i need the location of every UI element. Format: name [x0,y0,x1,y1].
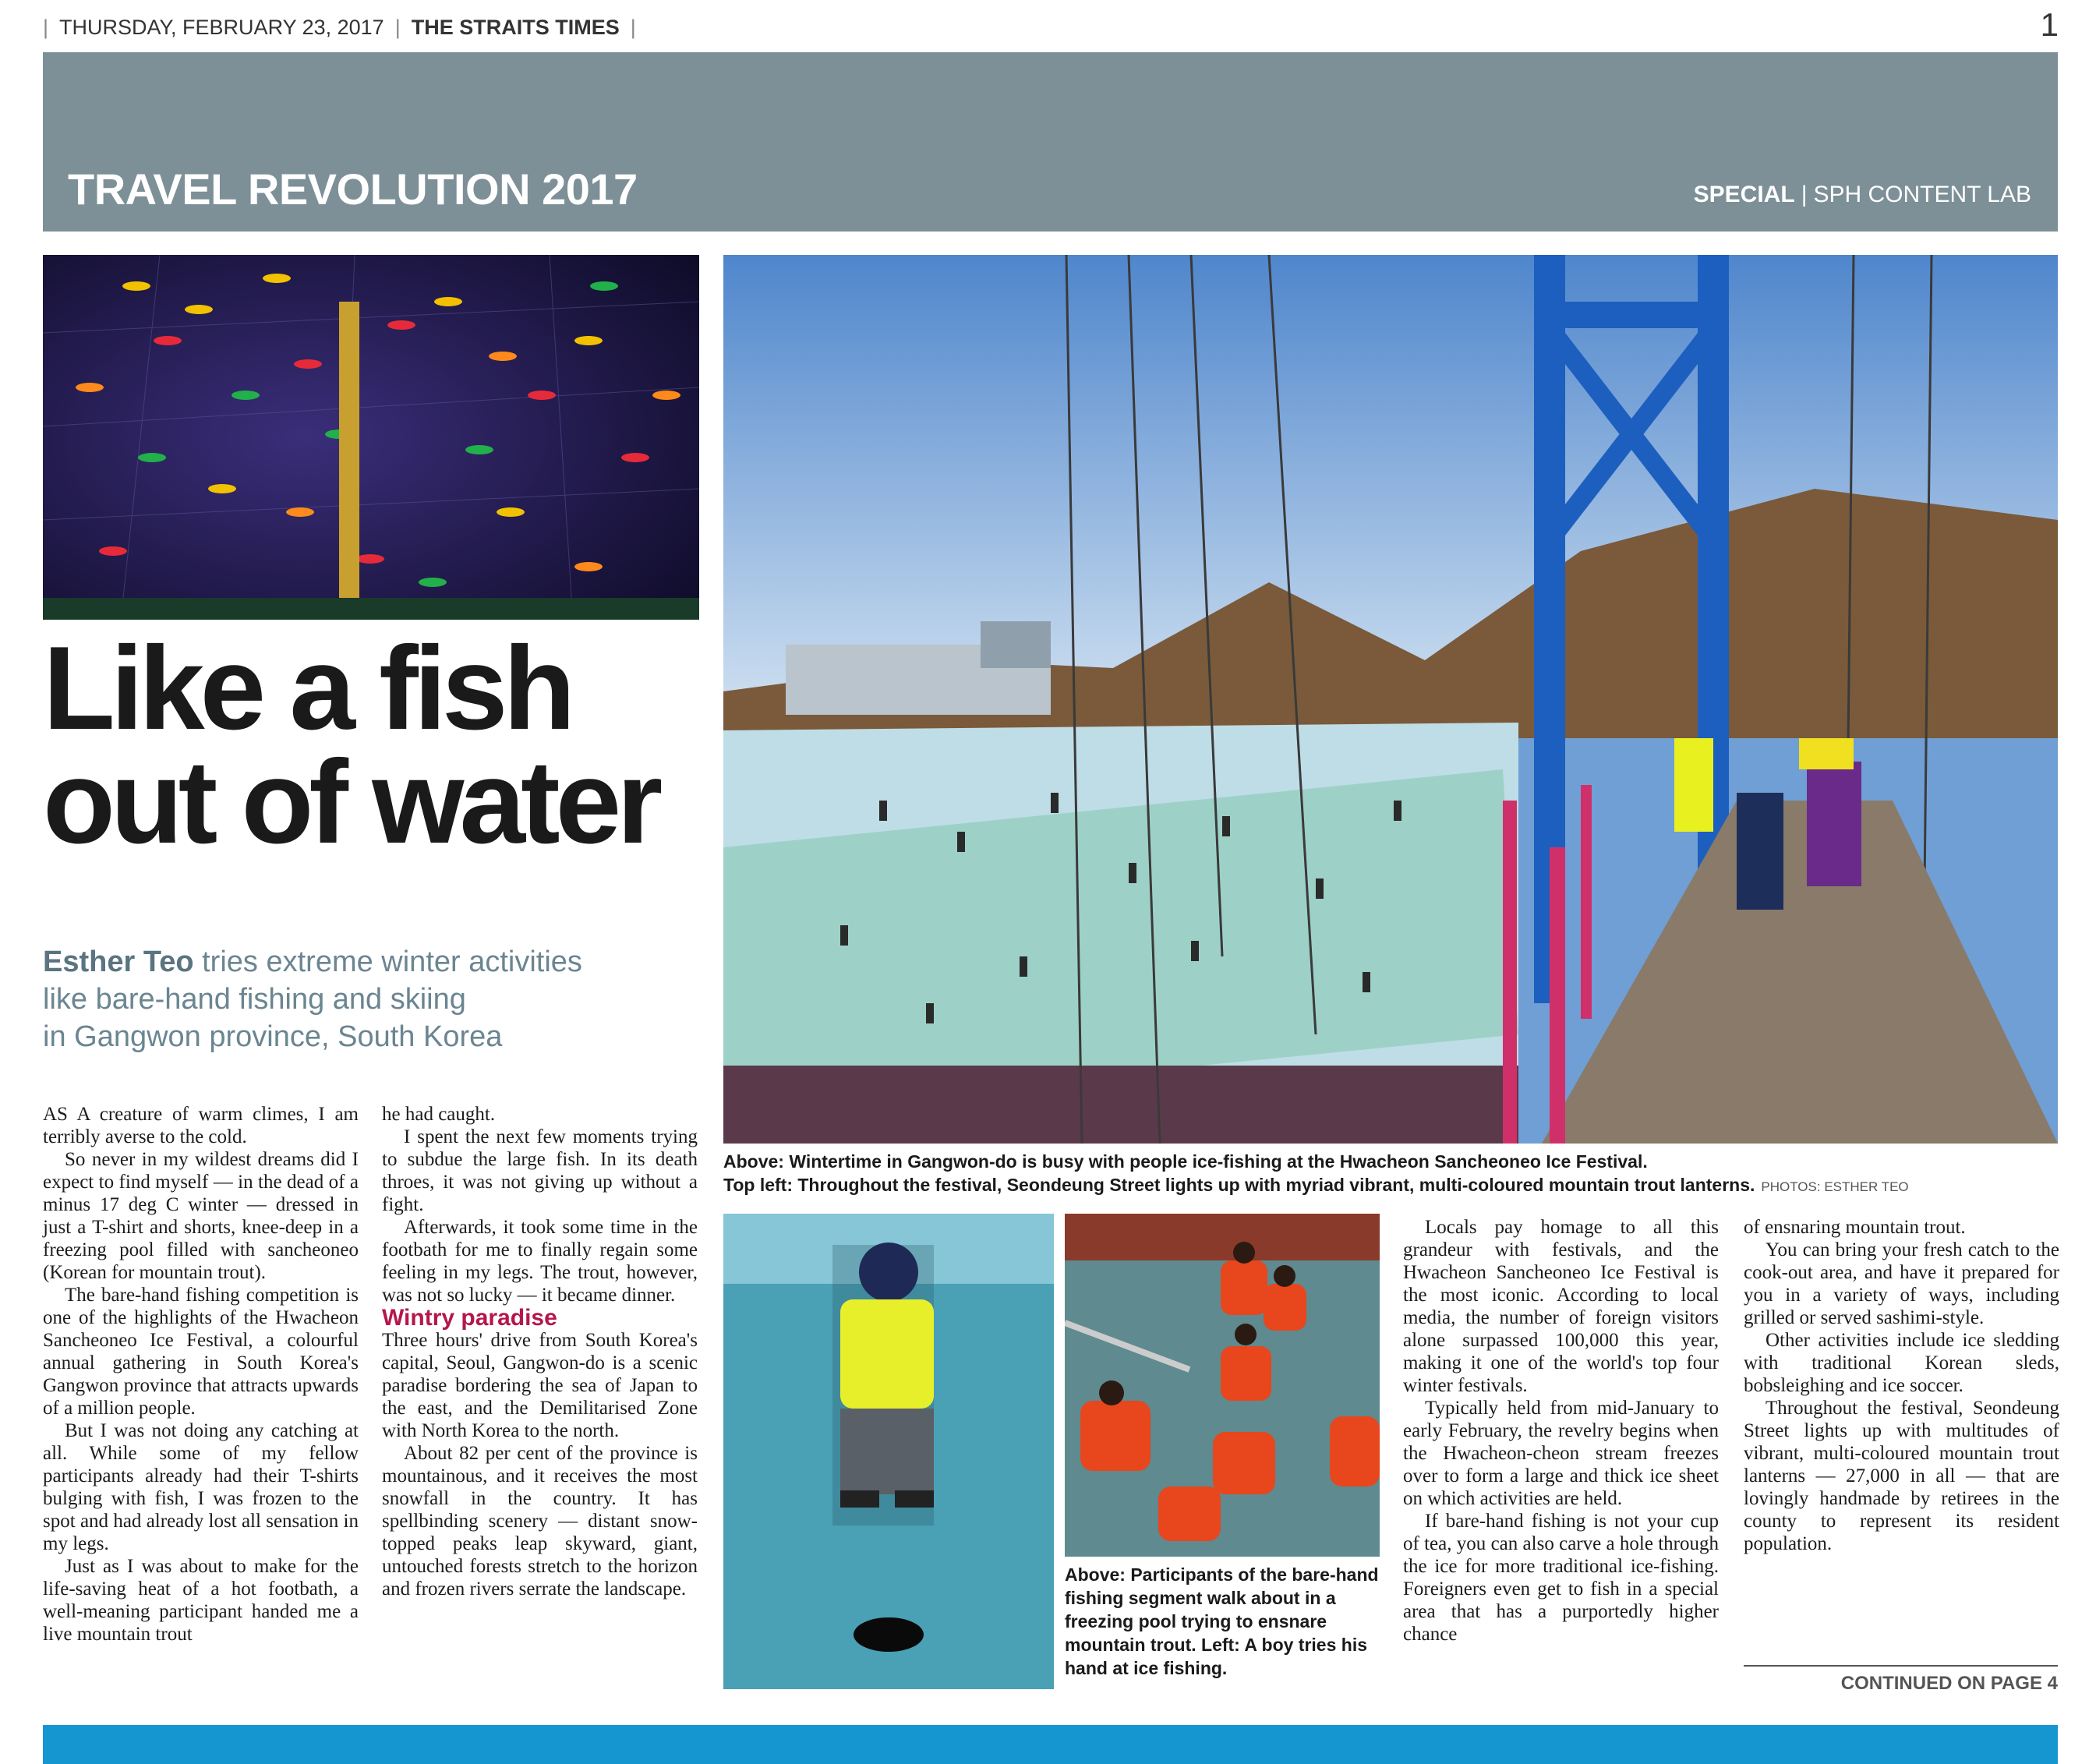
paragraph: he had caught. [382,1104,496,1125]
paragraph: Throughout the festival, Seondeung Street lights up with multitudes of vibrant, multi-coloured mountain trout lanterns — 27,000 in all — that are lovingly handmade by retirees in the county to represent its resident population. [1744,1398,2059,1554]
byline-author: Esther Teo [43,946,194,978]
bare-hand-fishing-photo [1065,1214,1380,1557]
paragraph: Afterwards, it took some time in the footbath for me to finally regain some feeling in my legs. The trout, however, was not so lucky — it became dinner. [382,1217,698,1306]
paragraph: AS A creature of warm climes, I am terribly averse to the cold. [43,1104,359,1147]
label-separator: | [1801,182,1808,207]
paragraph: If bare-hand fishing is not your cup of tea, you can also carve a hole through the ice for more traditional ice-fishing. Foreigners even get to fish in a special area that has a purportedly higher chance [1403,1511,1719,1645]
headline-line1: Like a fish [43,622,571,755]
body-column-2 [382,1103,698,1600]
subheading: Wintry paradise [382,1305,557,1331]
deck-line2: like bare-hand fishing and skiing [43,983,466,1016]
deck-line1: tries extreme winter activities [202,946,582,978]
paragraph: Just as I was about to make for the life-saving heat of a hot footbath, a well-meaning participant handed me a live mountain trout [43,1556,359,1645]
masthead: | THURSDAY, FEBRUARY 23, 2017 | THE STRAITS TIMES | [43,15,636,39]
continued-on-page-link[interactable]: CONTINUED ON PAGE 4 [1840,1673,2058,1694]
page-number: 1 [2040,6,2059,43]
section-title: TRAVEL REVOLUTION 2017 [68,164,638,214]
paragraph: Locals pay homage to all this grandeur with festivals, and the Hwacheon Sancheoneo Ice Festival is the most iconic. According to local media, the number of foreign visitors alone surpassed 100,000 this year, making it one of the world's top four winter festivals. [1403,1217,1719,1396]
paragraph: So never in my wildest dreams did I expect to find myself — in the dead of a minus 17 deg C winter — dressed in just a T-shirt and shorts, knee-deep in a freezing pool filled with sancheoneo (Korean for mountain trout). [43,1149,359,1283]
paragraph: The bare-hand fishing competition is one of the highlights of the Hwacheon Sancheoneo Ice Festival, a colourful annual gathering in South Korea's Gangwon province that attracts upwards of a million people. [43,1285,359,1419]
paragraph: Three hours' drive from South Korea's capital, Seoul, Gangwon-do is a scenic paradise bordering the sea of Japan to the east, and the Demilitarised Zone with North Korea to the north. [382,1330,698,1441]
bare-hand-fishing-photo-image [1065,1214,1380,1557]
bottom-color-strip [43,1725,2058,1764]
lantern-photo [43,255,699,620]
paragraph: of ensnaring mountain trout. [1744,1217,1966,1238]
deck-line3: in Gangwon province, South Korea [43,1020,503,1053]
article-deck [43,943,698,1055]
section-banner [43,52,2058,232]
continued-divider [1744,1665,2058,1667]
content-lab-label: SPH CONTENT LAB [1813,182,2031,207]
boy-ice-fishing-photo-image [723,1214,1054,1689]
paragraph: About 82 per cent of the province is mountainous, and it receives the most snowfall in the country. It has spellbinding scenery — distant snow-topped peaks leap skyward, giant, untouched forests stretch to the horizon and frozen rivers serrate the landscape. [382,1443,698,1600]
main-photo-caption [723,1150,2058,1199]
body-column-3 [1403,1216,1719,1646]
paragraph: But I was not doing any catching at all. While some of my fellow participants already had their T-shirts bulging with fish, I was frozen to the spot and had already lost all sensation in my legs. [43,1420,359,1554]
ice-festival-photo [723,255,2058,1144]
masthead-paper-name: THE STRAITS TIMES [411,15,620,39]
headline-line2: out of water [43,736,659,868]
paragraph: I spent the next few moments trying to subdue the large fish. In its death throes, it was not giving up without a fight. [382,1126,698,1215]
masthead-date: THURSDAY, FEBRUARY 23, 2017 [59,15,384,39]
main-caption-line1: Above: Wintertime in Gangwon-do is busy with people ice-fishing at the Hwacheon Sancheoneo Ice Festival. [723,1151,1648,1172]
boy-ice-fishing-photo [723,1214,1054,1689]
lantern-photo-image [43,255,699,620]
pool-photo-caption: Above: Participants of the bare-hand fishing segment walk about in a freezing pool trying to ensnare mountain trout. Left: A boy tries his hand at ice fishing. [1065,1564,1379,1678]
ice-festival-photo-image [723,255,2058,1144]
paragraph: Typically held from mid-January to early February, the revelry begins when the Hwacheon-cheon stream freezes over to form a large and thick ice sheet on which activities are held. [1403,1398,1719,1509]
sponsor-label [1694,182,2031,208]
main-caption-line2: Top left: Throughout the festival, Seondeung Street lights up with myriad vibrant, multi-coloured mountain trout lanterns. [723,1175,1755,1195]
paragraph: You can bring your fresh catch to the cook-out area, and have it prepared for you in a variety of ways, including grilled or served sashimi-style. [1744,1239,2059,1328]
photo-credit: PHOTOS: ESTHER TEO [1761,1179,1909,1194]
body-column-1 [43,1103,359,1646]
article-headline [43,622,705,868]
special-label: SPECIAL [1693,182,1795,207]
paragraph: Other activities include ice sledding with traditional Korean sleds, bobsleighing and ice soccer. [1744,1330,2059,1396]
body-column-4 [1744,1216,2059,1555]
